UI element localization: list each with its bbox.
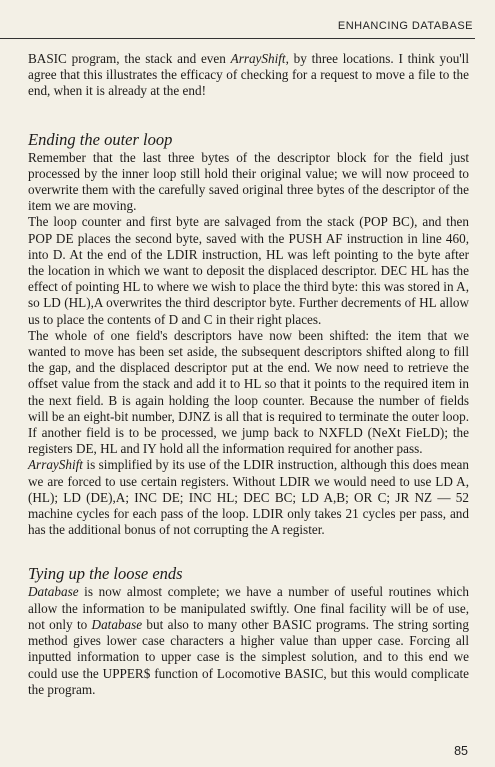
header-rule	[0, 38, 475, 39]
body-text	[28, 51, 469, 698]
paragraph: ArrayShift is simplified by its use of the LDIR instruction, although this does mean we are forced to use certain registers. Without LDIR we would need to use LD A,(HL); LD (DE),A; INC DE; INC HL; DEC BC; LD A,B; OR C; JR NZ — 52 machine cycles for each pass of the loop. LDIR only takes 21 cycles per pass, and has the additional bonus of not corrupting the A register.	[28, 457, 469, 538]
section-heading-ending-outer-loop: Ending the outer loop	[28, 129, 173, 149]
program-name: Database	[91, 616, 143, 632]
paragraph: Database is now almost complete; we have a number of useful routines which allow the information to be manipulated swiftly. One final facility will be of use, not only to Database but also to many other BASIC programs. The string sorting method gives lower case characters a higher value than upper case. Forcing all inputted information to upper case is the simplest solution, and to this end we could use the UPPER$ function of Locomotive BASIC, but this would complicate the program.	[28, 584, 469, 697]
page-number: 85	[454, 744, 468, 758]
paragraph: The whole of one field's descriptors have now been shifted: the item that we wanted to move has been set aside, the subsequent descriptors shifted along to fill the gap, and the displaced descriptor put at the end. We now need to retrieve the offset value from the stack and add it to HL so that it points to the required item in the next field. B is again holding the loop counter. Because the number of fields will be an eight-bit number, DJNZ is all that is required to terminate the outer loop. If another field is to be processed, we jump back to NXFLD (NeXt FieLD); the registers DE, HL and IY hold all the information required for another pass.	[28, 327, 469, 457]
paragraph: Remember that the last three bytes of the descriptor block for the field just processed by the inner loop still hold their original value; we will now proceed to overwrite them with the carefully saved original three bytes of the descriptor of the item we are moving.	[28, 149, 469, 214]
paragraph: The loop counter and first byte are salvaged from the stack (POP BC), and then POP DE places the second byte, saved with the PUSH AF instruction in line 460, into D. At the end of the LDIR instruction, HL was left pointing to the byte after the location in which we want to deposit the displaced descriptor. DEC HL has the effect of pointing HL to where we wish to place the third byte: this was stored in A, so LD (HL),A overwrites the third descriptor byte. Further decrements of HL allow us to place the contents of D and C in their right places.	[28, 214, 469, 327]
running-head: ENHANCING DATABASE	[337, 20, 473, 32]
section-heading-tying-loose-ends: Tying up the loose ends	[28, 564, 183, 584]
program-name: ArrayShift	[28, 457, 83, 473]
program-name: ArrayShift	[230, 51, 286, 66]
program-name: Database	[28, 584, 79, 600]
intro-paragraph: BASIC program, the stack and even ArrayShift, by three locations. I think you'll agree that this illustrates the efficacy of checking for a request to move a file to the end, when it is already at the end!	[28, 51, 469, 99]
